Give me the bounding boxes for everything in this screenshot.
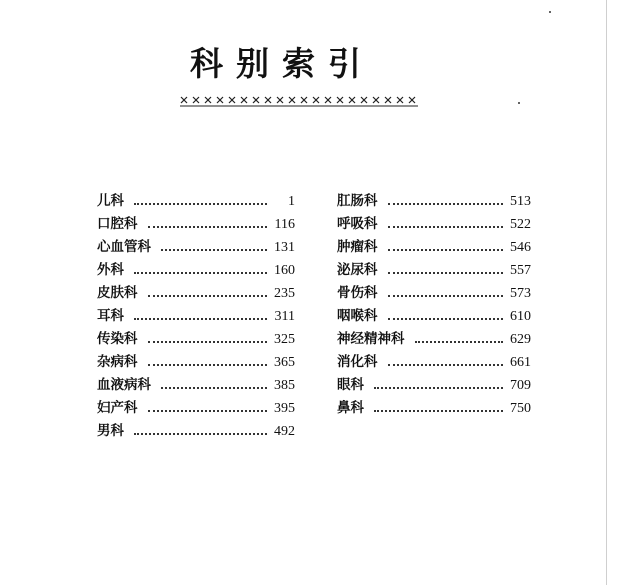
entry-label: 肿瘤科 [337,239,378,255]
dot-leader [148,226,268,228]
entry-page-number: 513 [510,194,531,209]
dot-leader [374,410,503,412]
index-entry [337,213,531,236]
entry-label: 骨伤科 [337,285,378,301]
index-entry [97,328,295,351]
dot-leader [148,364,268,366]
index-entry [337,236,531,259]
index-entry [337,190,531,213]
entry-label: 外科 [97,262,124,278]
title-ornament [178,96,420,108]
entry-page-number: 709 [510,378,531,393]
index-entry [97,397,295,420]
dot-leader [134,433,267,435]
entry-page-number: 1 [288,194,295,209]
entry-page-number: 395 [274,401,295,416]
index-entry [97,282,295,305]
entry-page-number: 325 [274,332,295,347]
entry-label: 鼻科 [337,400,364,416]
index-entry [97,374,295,397]
dot-leader [388,249,504,251]
index-entry [337,282,531,305]
dot-leader [388,295,504,297]
entry-page-number: 750 [510,401,531,416]
entry-label: 咽喉科 [337,308,378,324]
index-entry [337,374,531,397]
entry-page-number: 610 [510,309,531,324]
index-column-left [97,190,295,443]
index-entry [97,190,295,213]
entry-label: 耳科 [97,308,124,324]
dot-leader [388,203,504,205]
entry-label: 儿科 [97,193,124,209]
entry-page-number: 573 [510,286,531,301]
entry-label: 杂病科 [97,354,138,370]
entry-label: 妇产科 [97,400,138,416]
index-entry [337,259,531,282]
dust-speck [518,102,520,104]
dot-leader [161,387,267,389]
page-title: 科别索引 [190,44,374,83]
dot-leader [388,364,504,366]
entry-page-number: 546 [510,240,531,255]
index-entry [97,259,295,282]
entry-label: 消化科 [337,354,378,370]
index-entry [337,328,531,351]
index-entry [337,351,531,374]
entry-page-number: 557 [510,263,531,278]
entry-label: 皮肤科 [97,285,138,301]
dot-leader [374,387,503,389]
page-edge-line [606,0,607,585]
index-entry [337,305,531,328]
entry-page-number: 522 [510,217,531,232]
entry-label: 男科 [97,423,124,439]
dot-leader [161,249,267,251]
index-entry [337,397,531,420]
index-entry [97,213,295,236]
dot-leader [134,203,267,205]
entry-label: 口腔科 [97,216,138,232]
entry-label: 神经精神科 [337,331,405,347]
index-entry [97,305,295,328]
index-entry [97,420,295,443]
dot-leader [415,341,504,343]
entry-label: 泌尿科 [337,262,378,278]
entry-label: 心血管科 [97,239,151,255]
entry-page-number: 661 [510,355,531,370]
dot-leader [134,318,267,320]
entry-label: 眼科 [337,377,364,393]
dot-leader [134,272,267,274]
dot-leader [148,341,268,343]
dot-leader [388,272,504,274]
index-entry [97,351,295,374]
entry-page-number: 131 [274,240,295,255]
entry-page-number: 235 [274,286,295,301]
entry-page-number: 365 [274,355,295,370]
entry-page-number: 385 [274,378,295,393]
dot-leader [148,295,268,297]
dot-leader [148,410,268,412]
index-column-right [337,190,531,420]
entry-page-number: 492 [274,424,295,439]
entry-page-number: 116 [274,217,295,232]
entry-page-number: 311 [274,309,295,324]
entry-label: 传染科 [97,331,138,347]
dot-leader [388,318,504,320]
entry-label: 肛肠科 [337,193,378,209]
entry-page-number: 629 [510,332,531,347]
dust-speck [549,11,551,13]
entry-label: 呼吸科 [337,216,378,232]
entry-label: 血液病科 [97,377,151,393]
dot-leader [388,226,504,228]
index-entry [97,236,295,259]
entry-page-number: 160 [274,263,295,278]
